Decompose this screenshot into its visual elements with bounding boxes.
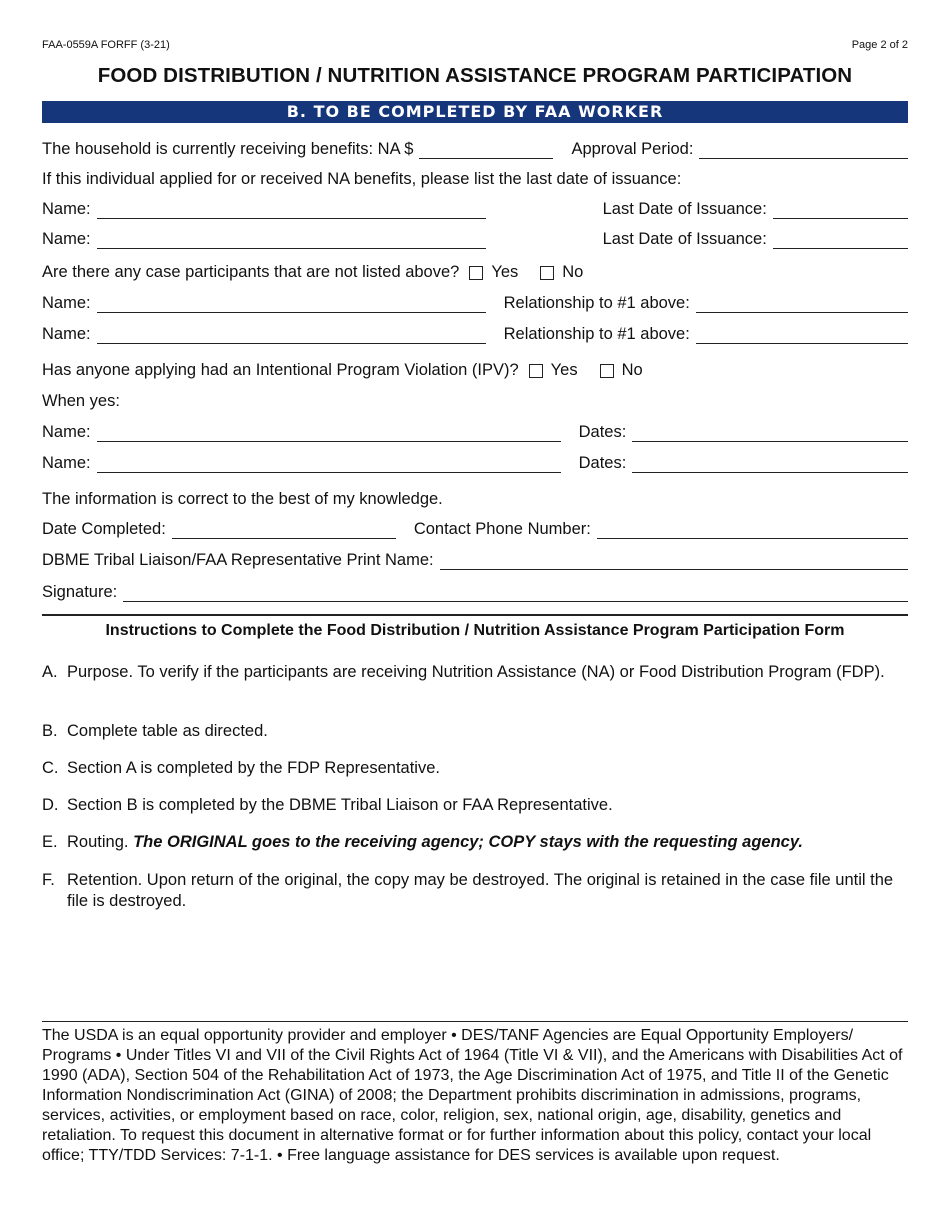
instruction-letter: F.: [42, 871, 55, 889]
page-number: Page 2 of 2: [851, 39, 908, 51]
relationship-field[interactable]: [696, 329, 908, 344]
name-label: Name:: [42, 325, 91, 343]
relationship-row-1: [42, 291, 908, 313]
ipv-row: [42, 358, 908, 380]
instruction-text: [67, 832, 908, 853]
yes-label: Yes: [550, 361, 578, 379]
instruction-letter: A.: [42, 663, 58, 681]
instruction-letter: E.: [42, 833, 58, 851]
yes-label: Yes: [491, 263, 519, 281]
contact-phone-label: Contact Phone Number:: [413, 520, 591, 538]
last-issuance-label: Last Date of Issuance:: [602, 200, 767, 218]
form-title: FOOD DISTRIBUTION / NUTRITION ASSISTANCE PROGRAM PARTICIPATION: [97, 64, 853, 87]
last-issuance-label: Last Date of Issuance:: [602, 230, 767, 248]
benefits-row: [42, 137, 908, 159]
relationship-field[interactable]: [696, 298, 908, 313]
name-field[interactable]: [97, 427, 561, 442]
name-label: Name:: [42, 294, 91, 312]
ipv-question: Has anyone applying had an Intentional Program Violation (IPV)?: [42, 361, 519, 379]
rep-name-label: DBME Tribal Liaison/FAA Representative Print Name:: [42, 551, 434, 569]
instruction-text: Section A is completed by the FDP Representative.: [67, 759, 440, 777]
attestation-row: [42, 487, 908, 509]
instruction-letter: C.: [42, 759, 59, 777]
issuance-intro: [42, 167, 908, 189]
issuance-intro-text: If this individual applied for or received NA benefits, please list the last date of issuance:: [42, 170, 682, 188]
last-issuance-field[interactable]: [773, 234, 908, 249]
instruction-letter: B.: [42, 722, 58, 740]
issuance-row-2: [42, 227, 908, 249]
no-label: No: [621, 361, 643, 379]
instruction-item-b: [42, 721, 908, 742]
form-id: FAA-0559A FORFF (3-21): [42, 39, 170, 51]
case-participants-no-checkbox[interactable]: [540, 266, 554, 280]
instruction-text: Purpose. To verify if the participants are receiving Nutrition Assistance (NA) or Food Distribution Program (FDP).: [67, 663, 885, 681]
routing-prefix: Routing.: [67, 833, 129, 851]
attestation-text: The information is correct to the best of my knowledge.: [42, 490, 443, 508]
section-b-banner: B. TO BE COMPLETED BY FAA WORKER: [42, 101, 908, 123]
approval-period-field[interactable]: [699, 144, 908, 159]
instruction-item-e: [42, 832, 908, 853]
name-label: Name:: [42, 230, 91, 248]
name-label: Name:: [42, 200, 91, 218]
contact-phone-field[interactable]: [597, 524, 908, 539]
instruction-item-d: [42, 795, 908, 816]
case-participants-row: [42, 260, 908, 282]
name-field[interactable]: [97, 298, 486, 313]
approval-period-label: Approval Period:: [571, 140, 694, 158]
instruction-item-c: [42, 758, 908, 779]
ipv-yes-checkbox[interactable]: [529, 364, 543, 378]
signature-row: [42, 580, 908, 602]
name-label: Name:: [42, 423, 91, 441]
ipv-dates-row-2: [42, 451, 908, 473]
relationship-label: Relationship to #1 above:: [503, 325, 690, 343]
rep-name-row: [42, 548, 908, 570]
date-completed-field[interactable]: [172, 524, 396, 539]
ipv-no-checkbox[interactable]: [600, 364, 614, 378]
name-field[interactable]: [97, 458, 561, 473]
dates-field[interactable]: [632, 427, 908, 442]
when-yes-label: When yes:: [42, 392, 120, 410]
instruction-text: Complete table as directed.: [67, 722, 268, 740]
last-issuance-field[interactable]: [773, 204, 908, 219]
instruction-item-f: [42, 870, 908, 912]
routing-emphasis: The ORIGINAL goes to the receiving agency; COPY stays with the requesting agency.: [133, 833, 804, 851]
name-field[interactable]: [97, 329, 486, 344]
relationship-row-2: [42, 322, 908, 344]
name-field[interactable]: [97, 234, 486, 249]
name-field[interactable]: [97, 204, 486, 219]
signature-field[interactable]: [123, 587, 908, 602]
ipv-dates-row-1: [42, 420, 908, 442]
instruction-text: Section B is completed by the DBME Tribal Liaison or FAA Representative.: [67, 796, 613, 814]
relationship-label: Relationship to #1 above:: [503, 294, 690, 312]
dates-field[interactable]: [632, 458, 908, 473]
case-participants-question: Are there any case participants that are not listed above?: [42, 263, 460, 281]
issuance-row-1: [42, 197, 908, 219]
rep-name-field[interactable]: [440, 555, 908, 570]
dates-label: Dates:: [578, 454, 627, 472]
no-label: No: [562, 263, 584, 281]
when-yes-row: [42, 389, 908, 411]
benefits-amount-field[interactable]: [419, 144, 553, 159]
case-participants-yes-checkbox[interactable]: [469, 266, 483, 280]
footer-divider: [42, 1021, 908, 1022]
name-label: Name:: [42, 454, 91, 472]
instruction-letter: D.: [42, 796, 59, 814]
instruction-text: Retention. Upon return of the original, the copy may be destroyed. The original is retained in the case file until the file is destroyed.: [67, 871, 894, 910]
date-completed-label: Date Completed:: [42, 520, 166, 538]
date-phone-row: [42, 517, 908, 539]
benefits-label: The household is currently receiving benefits: NA $: [42, 140, 414, 158]
instruction-item-a: [42, 662, 908, 683]
nondiscrimination-footer: The USDA is an equal opportunity provider and employer • DES/TANF Agencies are Equal Opportunity Employers/ Programs • Under Titles VI and VII of the Civil Rights Act of 1964 (Title VI & VII), and the Americans with Disabilities Act of 1990 (ADA), Section 504 of the Rehabilitation Act of 1973, the Age Discrimination Act of 1975, and Title II of the Genetic Information Nondiscrimination Act (GINA) of 2008; the Department prohibits discrimination in admissions, programs, services, activities, or employment based on race, color, religion, sex, national origin, age, disability, genetics and retaliation. To request this document in alternative format or for further information about this policy, contact your local office; TTY/TDD Services: 7-1-1. • Free language assistance for DES services is available upon request.: [42, 1027, 903, 1164]
dates-label: Dates:: [578, 423, 627, 441]
section-divider: [42, 614, 908, 616]
instructions-title: Instructions to Complete the Food Distribution / Nutrition Assistance Program Participation Form: [105, 622, 845, 639]
signature-label: Signature:: [42, 583, 118, 601]
